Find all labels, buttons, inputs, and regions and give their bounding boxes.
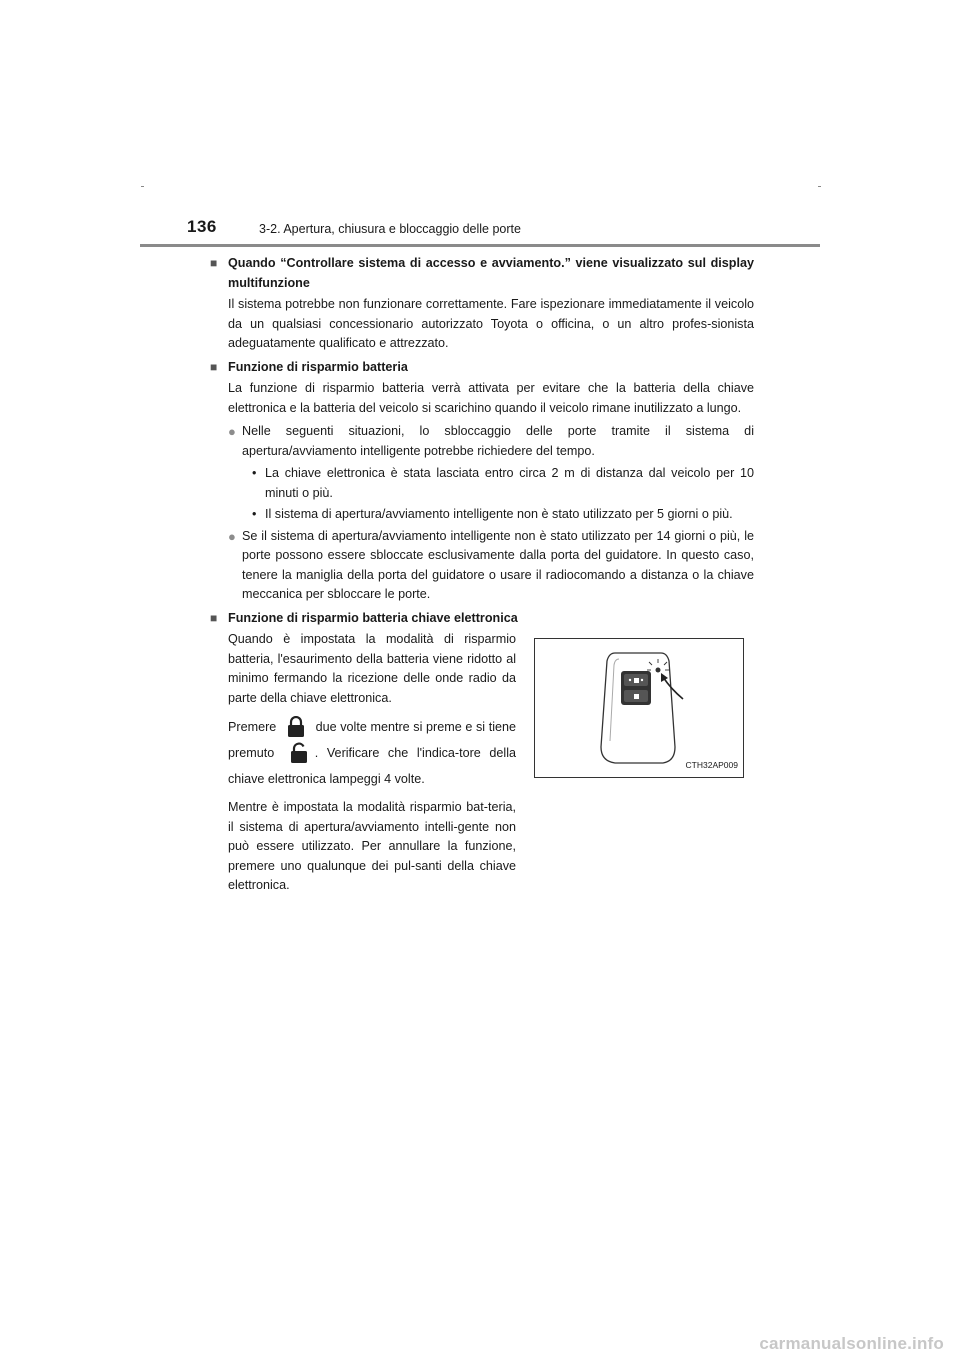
key-indicator-light [656, 668, 661, 673]
lock-button-icon [280, 716, 312, 740]
filled-square-icon: ■ [210, 610, 218, 625]
instruction-part-a: Premere [228, 720, 277, 734]
sub-list-item [252, 505, 754, 525]
battery-saver-block [228, 630, 754, 902]
header-rule [140, 244, 820, 247]
section-body: La funzione di risparmio batteria verrà attivata per evitare che la batteria della chiave elettronica e la batteria del veicolo si scarichino quando il veicolo rimane inutilizzato a lungo. [228, 381, 754, 415]
crop-mark-right [818, 186, 821, 187]
key-lock-symbol [634, 678, 639, 683]
section-heading-text: Quando “Controllare sistema di accesso e avviamento.” viene visualizzato sul display multifunzione [228, 256, 754, 290]
unlock-button-icon [283, 742, 315, 766]
section-heading [210, 358, 754, 378]
sub-list-item-text: La chiave elettronica è stata lasciata entro circa 2 m di distanza dal veicolo per 10 minuti o più. [265, 466, 754, 500]
crop-mark-left [141, 186, 144, 187]
section-body: Il sistema potrebbe non funzionare correttamente. Fare ispezionare immediatamente il veicolo da un qualsiasi concessionario autorizzato Toyota o officina, o un altro profes-sionista adeguatamente qualificato e attrezzato. [228, 297, 754, 350]
instruction-part-c: . Verificare che l'indica-tore della chiave elettronica lampeggi 4 volte. [228, 746, 516, 786]
battery-saver-outro: Mentre è impostata la modalità risparmio bat-teria, il sistema di apertura/avviamento intelli-gente non può essere utilizzato. Per annullare la funzione, premere uno qualunque dei pul-santi della chiave elettronica. [228, 800, 516, 892]
section-heading-text: Funzione di risparmio batteria [228, 359, 408, 374]
figure-code: CTH32AP009 [685, 759, 738, 770]
battery-saver-intro: Quando è impostata la modalità di risparmio batteria, l'esaurimento della batteria viene ridotto al minimo fermando la ricezione delle onde radio da parte della chiave elettronica. [228, 632, 516, 705]
page-number: 136 [187, 217, 217, 236]
watermark: carmanualsonline.info [759, 1334, 944, 1353]
section-title: 3-2. Apertura, chiusura e bloccaggio delle porte [259, 222, 521, 236]
section-heading [210, 254, 754, 293]
battery-saver-instructions [228, 714, 516, 792]
filled-circle-icon: ● [228, 424, 236, 439]
list-item-text: Se il sistema di apertura/avviamento intelligente non è stato utilizzato per 14 giorni o più, le porte possono essere sbloccate esclusivamente dalla porta del guidatore. In questo caso, tenere la maniglia della porta del guidatore o usare il radiocomando a distanza o la chiave meccanica per sbloccare le porte. [242, 528, 754, 601]
electronic-key-illustration [534, 638, 744, 778]
section-heading [210, 609, 754, 629]
filled-square-icon: ■ [210, 359, 218, 374]
filled-circle-icon: ● [228, 528, 236, 544]
instruction-part-b: due volte mentre si preme e si tiene premuto [228, 720, 517, 760]
section-heading-text: Funzione di risparmio batteria chiave elettronica [228, 610, 518, 625]
list-item [228, 422, 754, 461]
bullet-icon: • [252, 466, 257, 480]
key-button-dot [641, 679, 643, 681]
sub-list-item [252, 464, 754, 503]
filled-square-icon: ■ [210, 256, 218, 270]
key-button-dot [629, 679, 631, 681]
battery-saver-text [228, 630, 516, 902]
sub-list-item-text: Il sistema di apertura/avviamento intelligente non è stato utilizzato per 5 giorni o più. [265, 507, 733, 521]
list-item [228, 527, 754, 605]
bullet-icon: • [252, 507, 257, 521]
page-content [210, 254, 754, 902]
list-item-text: Nelle seguenti situazioni, lo sbloccaggio delle porte tramite il sistema di apertura/avviamento intelligente potrebbe richiedere del tempo. [242, 424, 754, 458]
key-unlock-symbol [634, 694, 639, 699]
